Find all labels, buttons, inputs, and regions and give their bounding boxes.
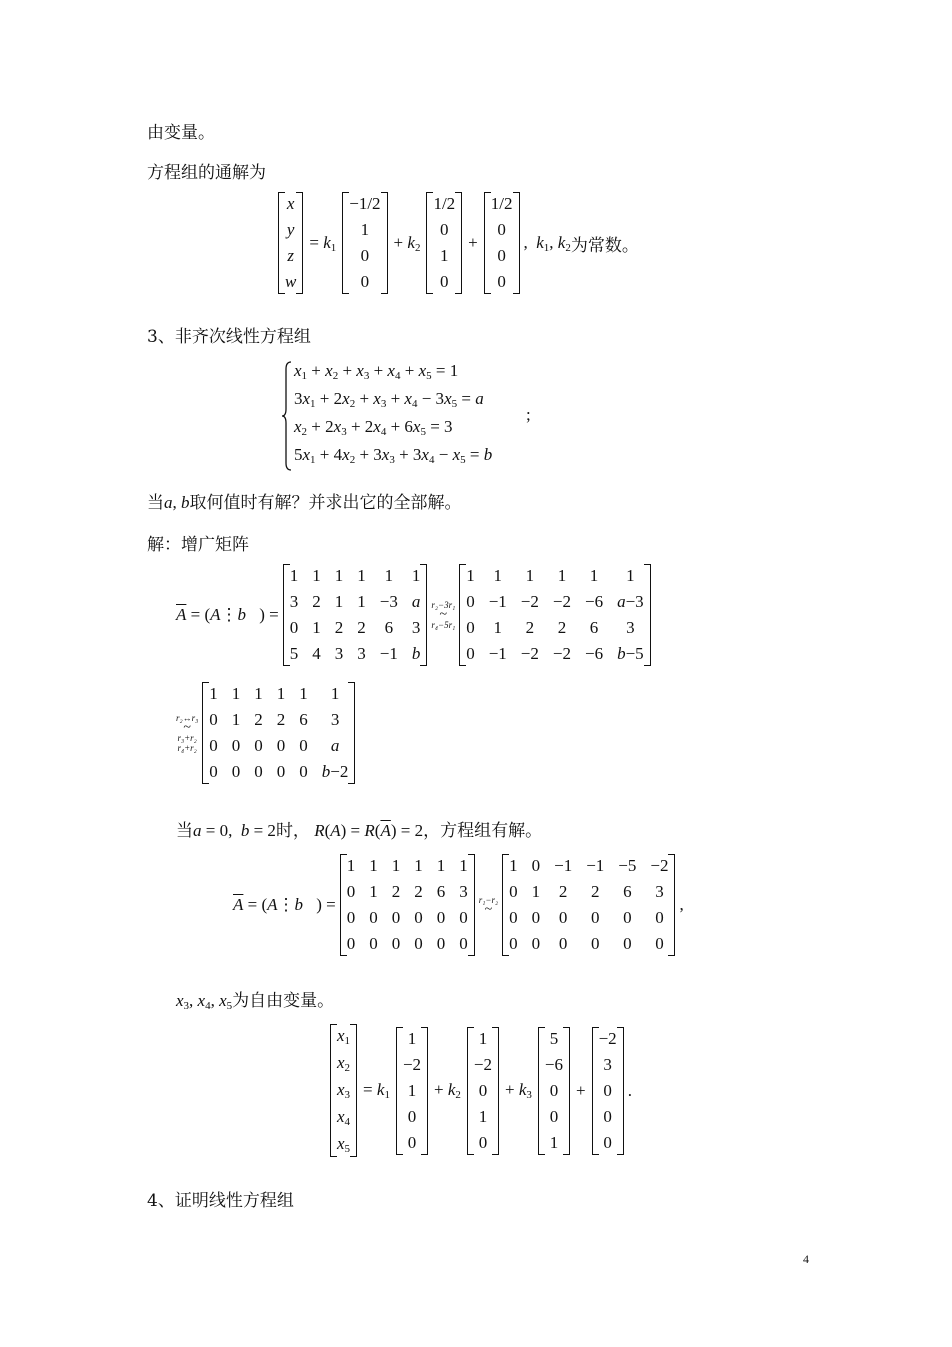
matrix-cell: 1 bbox=[384, 566, 394, 585]
matrix-cell: −2 bbox=[402, 1054, 422, 1074]
matrix-cell: 2 bbox=[334, 618, 344, 637]
matrix-cell: 6 bbox=[384, 618, 394, 637]
matrix-cell: 3 bbox=[603, 1054, 612, 1074]
matrix-cell: 1 bbox=[478, 1106, 488, 1126]
matrix-cell: 0 bbox=[531, 856, 541, 875]
matrix-cell: x bbox=[286, 194, 295, 213]
row-operation: r₂−3r₁ ~ r₄−5r₁ bbox=[431, 600, 456, 630]
matrix-cell: 0 bbox=[254, 762, 263, 781]
matrix-cell: 0 bbox=[360, 272, 370, 291]
matrix-cell: −1 bbox=[488, 644, 507, 663]
matrix-cell: 1 bbox=[466, 566, 475, 585]
variable-vector: $x_1$ $x_2$ $x_3$ $x_4$ $x_5$ bbox=[330, 1024, 357, 1157]
matrix-cell: 1 bbox=[493, 618, 502, 637]
matrix-cell: 1 bbox=[334, 592, 344, 611]
matrix-cell: 0 bbox=[655, 934, 664, 953]
reduced-matrix-3 bbox=[502, 854, 675, 956]
matrix-cell: 0 bbox=[509, 934, 518, 953]
matrix-cell: 1 bbox=[289, 566, 299, 585]
matrix-cell: 1 bbox=[626, 566, 635, 585]
matrix-cell: b−2 bbox=[321, 762, 349, 781]
matrix-cell: 1 bbox=[549, 1132, 559, 1152]
matrix-cell: 0 bbox=[509, 908, 518, 927]
matrix-cell: 1 bbox=[357, 566, 366, 585]
solution-label: 解：增广矩阵 bbox=[147, 535, 249, 555]
matrix-cell: 0 bbox=[407, 1132, 417, 1152]
matrix-cell: b bbox=[411, 644, 421, 663]
condition-line: 当a = 0, b = 2时， $R(A) = R(\overline{A}) = 2$，方程组有解。 bbox=[176, 821, 543, 841]
matrix-cell: 3 bbox=[289, 592, 299, 611]
matrix-cell: 2 bbox=[312, 592, 321, 611]
matrix-cell: 0 bbox=[478, 1132, 488, 1152]
augmented-matrix-equation-3: $\overline{A}$ = (A⋮b⃗) = 1 1 1 1 1 1 0 1 2 2 6 3 0 0 0 0 0 0 0 0 0 0 0 0 r₁−r₂ ~ 1 0 −1 −1 −5 −2 0 1 2 2 6 3 0 0 0 0 0 0 0 0 0 0 0 0 , bbox=[233, 854, 684, 956]
row-operation: r₂↔r₃ ~ r₃+r₂ r₄+r₂ bbox=[176, 713, 199, 753]
free-vars-text: 为自由变量。 bbox=[232, 991, 335, 1011]
variable-vector bbox=[278, 192, 303, 294]
matrix-cell: 6 bbox=[299, 710, 308, 729]
matrix-cell: 6 bbox=[436, 882, 446, 901]
matrix-cell: 0 bbox=[276, 736, 286, 755]
matrix-cell: y bbox=[286, 220, 295, 239]
matrix-cell: 6 bbox=[589, 618, 599, 637]
matrix-cell: 1 bbox=[440, 246, 449, 265]
matrix-cell: 0 bbox=[531, 908, 541, 927]
matrix-cell: 0 bbox=[346, 934, 356, 953]
matrix-cell: 2 bbox=[414, 882, 423, 901]
question-text: 取何值时有解？并求出它的全部解。 bbox=[189, 493, 462, 513]
matrix-cell: 0 bbox=[414, 908, 423, 927]
matrix-cell: 0 bbox=[231, 736, 241, 755]
constants-note: 为常数。 bbox=[570, 235, 639, 256]
matrix-cell: 1 bbox=[231, 710, 241, 729]
matrix-cell: b−5 bbox=[617, 644, 644, 663]
matrix-cell: 1 bbox=[360, 220, 370, 239]
matrix-cell: 0 bbox=[436, 934, 446, 953]
matrix-cell: −2 bbox=[598, 1028, 617, 1048]
matrix-cell: 1 bbox=[525, 566, 535, 585]
matrix-cell: 0 bbox=[466, 644, 475, 663]
matrix-cell: 1 bbox=[411, 566, 421, 585]
matrix-cell: 1 bbox=[493, 566, 502, 585]
text-line: 由变量。 bbox=[147, 123, 215, 143]
matrix-cell: −2 bbox=[473, 1054, 493, 1074]
matrix-cell: a bbox=[411, 592, 421, 611]
matrix-cell: 0 bbox=[209, 736, 218, 755]
matrix-cell: −3 bbox=[379, 592, 398, 611]
matrix-cell: 6 bbox=[623, 882, 632, 901]
reduced-matrix-2 bbox=[202, 682, 355, 784]
matrix-cell: 1 bbox=[299, 684, 308, 703]
matrix-cell: 0 bbox=[209, 710, 218, 729]
matrix-cell: 1 bbox=[231, 684, 241, 703]
equation-3: $x_2 + 2x_3 + 2x_4 + 6x_5 = 3$ bbox=[294, 417, 453, 438]
matrix-cell: 1 bbox=[557, 566, 567, 585]
cond-a: 当 bbox=[176, 821, 193, 841]
matrix-cell: −6 bbox=[544, 1054, 563, 1074]
section-heading: 3、非齐次线性方程组 bbox=[147, 327, 311, 347]
matrix-cell: 3 bbox=[459, 882, 468, 901]
matrix-cell: 1 bbox=[531, 882, 541, 901]
matrix-cell: 0 bbox=[346, 908, 356, 927]
matrix-cell: −2 bbox=[650, 856, 669, 875]
matrix-cell: 1 bbox=[436, 856, 446, 875]
matrix-cell: 2 bbox=[525, 618, 535, 637]
basis-vector-1 bbox=[342, 192, 387, 294]
matrix-cell: 2 bbox=[391, 882, 401, 901]
matrix-cell: 1 bbox=[478, 1028, 488, 1048]
particular-vector bbox=[592, 1027, 624, 1155]
particular-vector bbox=[484, 192, 520, 294]
matrix-cell: 1/2 bbox=[490, 194, 513, 213]
matrix-cell: 0 bbox=[289, 618, 299, 637]
matrix-cell: 5 bbox=[289, 644, 299, 663]
basis-vector-2 bbox=[426, 192, 462, 294]
matrix-cell: 0 bbox=[497, 272, 506, 291]
matrix-cell: −6 bbox=[584, 592, 604, 611]
matrix-cell: 1 bbox=[312, 618, 321, 637]
matrix-cell: 0 bbox=[655, 908, 664, 927]
matrix-cell: z bbox=[287, 246, 294, 265]
section-heading: 4、证明线性方程组 bbox=[147, 1191, 294, 1211]
augmented-matrix-equation-2 bbox=[172, 682, 355, 784]
cond-b: 时， bbox=[275, 821, 310, 841]
matrix-cell: −1/2 bbox=[349, 194, 381, 213]
matrix-cell: 0 bbox=[603, 1132, 612, 1152]
matrix-cell: 1 bbox=[407, 1028, 417, 1048]
matrix-cell: 1 bbox=[369, 856, 378, 875]
matrix-cell: 0 bbox=[391, 934, 401, 953]
matrix-cell: 0 bbox=[603, 1080, 612, 1100]
cond-c: ，方程组有解。 bbox=[423, 821, 543, 841]
matrix-cell: 0 bbox=[391, 908, 401, 927]
matrix-cell: 0 bbox=[531, 934, 541, 953]
matrix-cell: 0 bbox=[440, 220, 449, 239]
matrix-cell: 2 bbox=[276, 710, 286, 729]
matrix-cell: 1 bbox=[254, 684, 263, 703]
matrix-cell: 0 bbox=[299, 762, 308, 781]
matrix-cell: 1 bbox=[369, 882, 378, 901]
matrix-cell: −1 bbox=[488, 592, 507, 611]
matrix-cell: 0 bbox=[497, 246, 506, 265]
matrix-cell: 4 bbox=[312, 644, 321, 663]
matrix-cell: 0 bbox=[478, 1080, 488, 1100]
matrix-cell: 1 bbox=[312, 566, 321, 585]
augmented-matrix-sub bbox=[340, 854, 475, 956]
row-operation: r₁−r₂ ~ bbox=[478, 895, 499, 917]
free-variables-line: $x_3$, $x_4$, $x_5$为自由变量。 bbox=[176, 991, 335, 1012]
matrix-cell: 1 bbox=[330, 684, 340, 703]
matrix-cell: 1 bbox=[414, 856, 423, 875]
matrix-cell: 0 bbox=[591, 934, 600, 953]
matrix-cell: a bbox=[330, 736, 340, 755]
matrix-cell: 3 bbox=[330, 710, 340, 729]
matrix-cell: −1 bbox=[379, 644, 398, 663]
matrix-cell: 0 bbox=[549, 1106, 559, 1126]
matrix-cell: 0 bbox=[549, 1080, 559, 1100]
matrix-cell: 3 bbox=[357, 644, 366, 663]
text-line: 方程组的通解为 bbox=[147, 163, 266, 183]
matrix-cell: 3 bbox=[334, 644, 344, 663]
matrix-cell: 0 bbox=[209, 762, 218, 781]
matrix-cell: 1 bbox=[589, 566, 599, 585]
matrix-cell: a−3 bbox=[617, 592, 644, 611]
equation-2: $3x_1 + 2x_2 + x_3 + x_4 - 3x_5 = a$ bbox=[294, 389, 484, 410]
basis-vector-1 bbox=[396, 1027, 428, 1155]
matrix-cell: 2 bbox=[558, 882, 568, 901]
matrix-cell: 0 bbox=[360, 246, 370, 265]
matrix-cell: 0 bbox=[466, 592, 475, 611]
matrix-cell: 2 bbox=[591, 882, 600, 901]
general-solution-equation-2: $x_1$ $x_2$ $x_3$ $x_4$ $x_5$ = $k_1$ 1 −2 1 0 0 + $k_2$ 1 −2 0 1 0 + $k_3$ 5 −6 0 0 1 + −2 3 0 0 0 . bbox=[330, 1024, 632, 1157]
basis-vector-2 bbox=[467, 1027, 499, 1155]
matrix-cell: 2 bbox=[254, 710, 263, 729]
page-number: 4 bbox=[803, 1252, 809, 1266]
matrix-cell: 0 bbox=[276, 762, 286, 781]
matrix-cell: 0 bbox=[459, 908, 468, 927]
matrix-cell: 0 bbox=[407, 1106, 417, 1126]
matrix-cell: −2 bbox=[552, 592, 571, 611]
reduced-matrix-1 bbox=[459, 564, 650, 666]
matrix-cell: 1 bbox=[459, 856, 468, 875]
matrix-cell: 1 bbox=[209, 684, 218, 703]
matrix-cell: 3 bbox=[655, 882, 664, 901]
matrix-cell: 3 bbox=[626, 618, 635, 637]
basis-vector-3 bbox=[538, 1027, 570, 1155]
matrix-cell: −1 bbox=[554, 856, 573, 875]
matrix-cell: 2 bbox=[557, 618, 567, 637]
equation-system: $x_1 + x_2 + x_3 + x_4 + x_5 = 1$ $3x_1 + 2x_2 + x_3 + x_4 - 3x_5 = a$ $x_2 + 2x_3 + 2x_4 + 6x_5 = 3$ $5x_1 + 4x_2 + 3x_3 + 3x_4 - x_5 = b$ ; bbox=[282, 361, 542, 471]
general-solution-equation: x y z w = $k_1$ −1/2 1 0 0 + $k_2$ 1/2 0 1 0 + 1/2 0 0 0 , $k_1$, $k_2$ 为常数。 bbox=[278, 192, 639, 294]
matrix-cell: 0 bbox=[231, 762, 241, 781]
matrix-cell: 0 bbox=[369, 908, 378, 927]
equation-1: $x_1 + x_2 + x_3 + x_4 + x_5 = 1$ bbox=[294, 361, 459, 382]
matrix-cell: −1 bbox=[586, 856, 605, 875]
matrix-cell: 1/2 bbox=[433, 194, 456, 213]
matrix-cell: 1 bbox=[334, 566, 344, 585]
matrix-cell: 1 bbox=[276, 684, 286, 703]
augmented-matrix-equation-1: $\overline{A}$ = (A⋮b⃗) = 1 1 1 1 1 1 3 2 1 1 −3 a 0 1 2 2 6 3 5 4 3 3 −1 b r₂−3r₁ ~ r₄−5r₁ 1 1 1 1 1 1 0 −1 −2 −2 −6 a−3 0 1 2 2 6 3 0 −1 −2 −2 −6 b−5 bbox=[176, 564, 651, 666]
matrix-cell: 0 bbox=[369, 934, 378, 953]
matrix-cell: 0 bbox=[299, 736, 308, 755]
matrix-cell: 0 bbox=[497, 220, 506, 239]
equation-4: $5x_1 + 4x_2 + 3x_3 + 3x_4 - x_5 = b$ bbox=[294, 445, 493, 466]
matrix-cell: w bbox=[285, 272, 297, 291]
matrix-cell: 0 bbox=[459, 934, 468, 953]
matrix-cell: 1 bbox=[509, 856, 518, 875]
matrix-cell: 5 bbox=[549, 1028, 559, 1048]
matrix-cell: 0 bbox=[346, 882, 356, 901]
matrix-cell: 0 bbox=[254, 736, 263, 755]
matrix-cell: −2 bbox=[520, 592, 539, 611]
matrix-cell: 2 bbox=[357, 618, 366, 637]
matrix-cell: 1 bbox=[391, 856, 401, 875]
matrix-cell: 1 bbox=[346, 856, 356, 875]
left-brace-icon bbox=[282, 361, 292, 471]
matrix-cell: 0 bbox=[436, 908, 446, 927]
matrix-cell: 0 bbox=[591, 908, 600, 927]
question-line: 当a, b取何值时有解？并求出它的全部解。 bbox=[147, 493, 462, 513]
matrix-cell: 0 bbox=[509, 882, 518, 901]
matrix-cell: 0 bbox=[603, 1106, 612, 1126]
augmented-matrix bbox=[283, 564, 428, 666]
matrix-cell: −2 bbox=[552, 644, 571, 663]
matrix-cell: 0 bbox=[440, 272, 449, 291]
matrix-cell: −5 bbox=[618, 856, 637, 875]
matrix-cell: 0 bbox=[414, 934, 423, 953]
matrix-cell: −2 bbox=[520, 644, 539, 663]
matrix-cell: 0 bbox=[558, 934, 568, 953]
matrix-cell: 0 bbox=[623, 934, 632, 953]
matrix-cell: 3 bbox=[411, 618, 421, 637]
matrix-cell: 0 bbox=[466, 618, 475, 637]
matrix-cell: 1 bbox=[357, 592, 366, 611]
matrix-cell: 0 bbox=[623, 908, 632, 927]
matrix-cell: 0 bbox=[558, 908, 568, 927]
matrix-cell: 1 bbox=[407, 1080, 417, 1100]
matrix-cell: −6 bbox=[584, 644, 604, 663]
